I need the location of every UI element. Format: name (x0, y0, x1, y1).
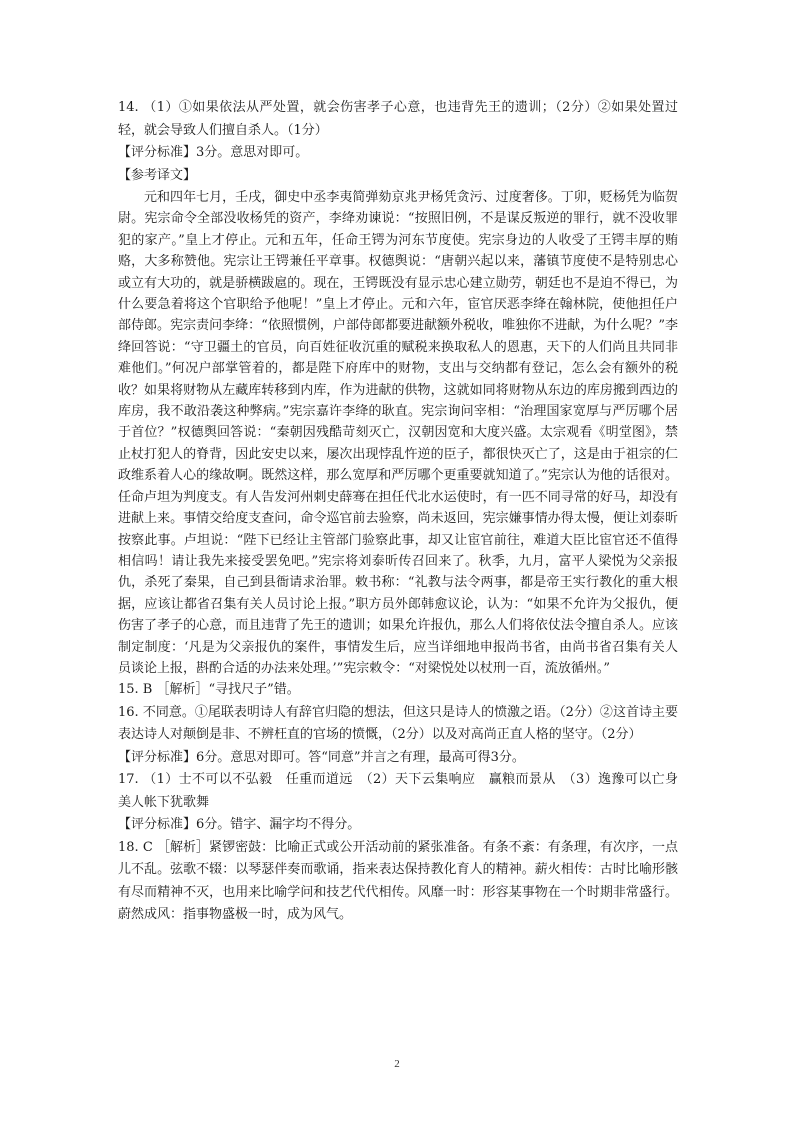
q18-answer: 18. C ［解析］紧锣密鼓：比喻正式或公开活动前的紧张准备。有条不紊：有条理，有次序，一点儿不乱。弦歌不辍：以琴瑟伴奏而歌诵，指来表达保持教化育人的精神。薪火相传：古时比喻形骸有尽而精神不灭，也用来比喻学问和技艺代代相传。风靡一时：形容某事物在一个时期非常盛行。蔚然成风：指事物盛极一时，成为风气。 (118, 839, 678, 923)
question-16 (118, 702, 678, 770)
reference-translation-text: 元和四年七月，壬戌，御史中丞李夷简弹劾京兆尹杨凭贪污、过度奢侈。丁卯，贬杨凭为临贺尉。宪宗命令全部没收杨凭的资产，李绛劝谏说：“按照旧例，不是谋反叛逆的罪行，就不没收罪犯的家产。”皇上才停止。元和五年，任命王锷为河东节度使。宪宗身边的人收受了王锷丰厚的贿赂，大多称赞他。宪宗让王锷兼任平章事。权德舆说：“唐朝兴起以来，藩镇节度使不是特别忠心或立有大功的，就是骄横跋扈的。现在，王锷既没有显示忠心建立勋劳，朝廷也不是迫不得已，为什么要急着将这个官职给予他呢！”皇上才停止。元和六年，宦官厌恶李绛在翰林院，使他担任户部侍郎。宪宗责问李绛：“依照惯例，户部侍郎都要进献额外税收，唯独你不进献，为什么呢？”李绛回答说：“守卫疆土的官员，向百姓征收沉重的赋税来换取私人的恩惠，天下的人们尚且共同非难他们。”何况户部掌管着的，都是陛下府库中的财物，支出与交纳都有登记，怎么会有额外的税收？如果将财物从左藏库转移到内库，作为进献的供物，这就如同将财物从东边的库房搬到西边的库房，我不敢沿袭这种弊病。”宪宗嘉许李绛的耿直。宪宗询问宰相：“治理国家宽厚与严厉哪个居于首位？”权德舆回答说：“秦朝因残酷苛刻灭亡，汉朝因宽和大度兴盛。太宗观看《明堂图》，禁止杖打犯人的脊背，因此安史以来，屡次出现悖乱忤逆的臣子，都很快灭亡了，这是由于祖宗的仁政维系着人心的缘故啊。既然这样，那么宽厚和严厉哪个更重要就知道了。”宪宗认为他的话很对。任命卢坦为判度支。有人告发河州刺史薛骞在担任代北水运使时，有一匹不同寻常的好马，却没有进献上来。事情交给度支查问，命令巡官前去验察，尚未返回，宪宗嫌事情办得太慢，便让刘泰昕按察此事。卢坦说：“陛下已经让主管部门验察此事，却又让宦官前往，难道大臣比宦官还不值得相信吗！请让我先来接受罢免吧。”宪宗将刘泰昕传召回来了。秋季，九月，富平人梁悦为父亲报仇，杀死了秦果，自己到县衙请求治罪。敕书称：“礼教与法令两事，都是帝王实行教化的重大根据，应该让都省召集有关人员讨论上报。”职方员外郎韩愈议论，认为：“如果不允许为父报仇，便伤害了孝子的心意，而且违背了先王的遗训；如果允许报仇，那么人们将依仗法令擅自杀人。应该制定制度：‘凡是为父亲报仇的案件，事情发生后，应当详细地申报尚书省，由尚书省召集有关人员谈论上报，斟酌合适的办法来处理。’”宪宗敕令：“对梁悦处以杖刑一百，流放循州。” (118, 190, 678, 676)
q17-scoring-criteria: 【评分标准】6分。错字、漏字均不得分。 (118, 817, 361, 833)
q17-answer: 17. （1）士不可以不弘毅 任重而道远 （2）天下云集响应 赢粮而景从 （3）逸豫可以亡身 美人帐下犹歌舞 (118, 772, 692, 810)
q16-scoring-criteria: 【评分标准】6分。意思对即可。答“同意”并言之有理，最高可得3分。 (118, 749, 525, 765)
page-number: 2 (394, 1058, 400, 1070)
answer-content (118, 97, 692, 927)
q16-answer: 16. 不同意。①尾联表明诗人有辞官归隐的想法，但这只是诗人的愤激之语。（2分）②这首诗主要表达诗人对颠倒是非、不辨枉直的官场的愤慨，（2分）以及对高尚正直人格的坚守。（2分） (118, 704, 678, 743)
reference-translation-heading: 【参考译文】 (118, 167, 197, 183)
question-18 (118, 837, 678, 927)
question-17 (118, 769, 692, 837)
question-14 (118, 97, 678, 679)
question-15 (118, 679, 678, 702)
q14-answer: 14. （1）①如果依法从严处置，就会伤害孝子心意，也违背先王的遗训；（2分）②如果处置过轻，就会导致人们擅自杀人。（1分） (118, 100, 678, 138)
q15-answer: 15. B ［解析］“寻找尺子”错。 (118, 682, 300, 698)
q14-scoring-criteria: 【评分标准】3分。意思对即可。 (118, 145, 309, 160)
